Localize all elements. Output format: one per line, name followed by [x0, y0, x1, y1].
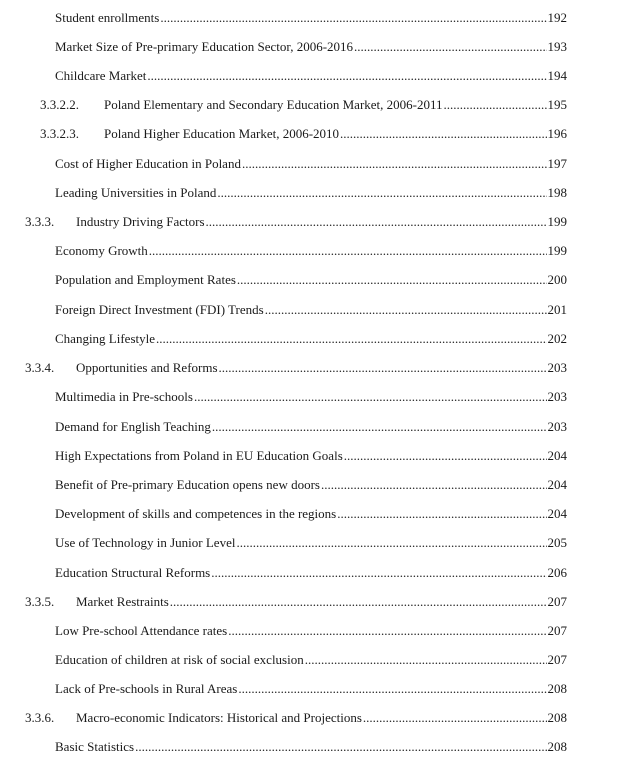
toc-entry-title: Macro-economic Indicators: Historical and Projections: [76, 710, 362, 725]
toc-line: [104, 97, 567, 117]
dot-leader: [265, 302, 547, 318]
dot-leader: [242, 156, 547, 172]
toc-entry-page: 206: [547, 565, 567, 580]
toc-line: [76, 360, 567, 380]
toc-entry[interactable]: [0, 360, 628, 380]
toc-entry-page: 208: [547, 739, 567, 754]
toc-entry-page: 200: [547, 272, 567, 287]
dot-leader: [149, 243, 547, 259]
toc-entry-title: Education Structural Reforms: [55, 565, 211, 580]
toc-entry-page: 194: [547, 68, 567, 83]
toc-entry-page: 204: [547, 448, 567, 463]
dot-leader: [160, 10, 546, 26]
toc-entry[interactable]: [0, 535, 628, 555]
toc-line: [76, 594, 567, 614]
toc-entry-number: 3.3.5.: [25, 594, 55, 609]
toc-entry[interactable]: [0, 623, 628, 643]
toc-entry-title: Use of Technology in Junior Level: [55, 535, 236, 550]
toc-entry-title: Childcare Market: [55, 68, 147, 83]
toc-line: [55, 10, 567, 30]
toc-entry-page: 203: [547, 419, 567, 434]
toc-entry[interactable]: [0, 389, 628, 409]
toc-line: [55, 331, 567, 351]
toc-entry-title: Multimedia in Pre-schools: [55, 389, 193, 404]
toc-entry-page: 207: [547, 652, 567, 667]
toc-entry-title: Poland Elementary and Secondary Education Market, 2006-2011: [104, 97, 443, 112]
toc-entry[interactable]: [0, 39, 628, 59]
dot-leader: [236, 535, 546, 551]
toc-entry[interactable]: [0, 565, 628, 585]
toc-entry[interactable]: [0, 185, 628, 205]
dot-leader: [212, 419, 547, 435]
toc-line: [55, 681, 567, 701]
toc-entry-title: Changing Lifestyle: [55, 331, 156, 346]
toc-entry-title: Development of skills and competences in the regions: [55, 506, 337, 521]
dot-leader: [228, 623, 546, 639]
toc-entry-page: 207: [547, 594, 567, 609]
toc-entry-page: 199: [547, 214, 567, 229]
toc-entry[interactable]: [0, 652, 628, 672]
toc-entry[interactable]: [0, 331, 628, 351]
toc-line: [55, 565, 567, 585]
toc-line: [55, 156, 567, 176]
toc-entry-title: Market Size of Pre-primary Education Sector, 2006-2016: [55, 39, 354, 54]
toc-entry-page: 204: [547, 477, 567, 492]
toc-line: [55, 477, 567, 497]
toc-entry-page: 203: [547, 360, 567, 375]
dot-leader: [147, 68, 546, 84]
dot-leader: [238, 681, 546, 697]
toc-entry[interactable]: [0, 10, 628, 30]
dot-leader: [354, 39, 546, 55]
dot-leader: [344, 448, 547, 464]
toc-entry[interactable]: [0, 97, 628, 117]
toc-entry-number: 3.3.2.2.: [40, 97, 79, 112]
toc-entry-page: 205: [547, 535, 567, 550]
toc-entry-title: Cost of Higher Education in Poland: [55, 156, 241, 171]
dot-leader: [237, 272, 547, 288]
toc-entry[interactable]: [0, 710, 628, 730]
dot-leader: [135, 739, 546, 755]
toc-entry-title: Opportunities and Reforms: [76, 360, 218, 375]
toc-entry[interactable]: [0, 272, 628, 292]
toc-entry-number: 3.3.4.: [25, 360, 55, 375]
toc-entry-page: 196: [547, 126, 567, 141]
dot-leader: [217, 185, 546, 201]
toc-entry-page: 201: [547, 302, 567, 317]
toc-entry[interactable]: [0, 739, 628, 759]
dot-leader: [337, 506, 546, 522]
toc-entry[interactable]: [0, 594, 628, 614]
toc-entry-page: 198: [547, 185, 567, 200]
toc-entry-title: Student enrollments: [55, 10, 160, 25]
toc-entry-title: Poland Higher Education Market, 2006-2010: [104, 126, 340, 141]
toc-line: [55, 623, 567, 643]
toc-line: [55, 652, 567, 672]
toc-entry-page: 199: [547, 243, 567, 258]
toc-entry-title: Basic Statistics: [55, 739, 135, 754]
dot-leader: [206, 214, 547, 230]
toc-entry-page: 204: [547, 506, 567, 521]
toc-entry[interactable]: [0, 243, 628, 263]
toc-entry-number: 3.3.3.: [25, 214, 55, 229]
toc-line: [55, 243, 567, 263]
toc-entry[interactable]: [0, 214, 628, 234]
toc-entry-title: Low Pre-school Attendance rates: [55, 623, 228, 638]
toc-line: [55, 389, 567, 409]
toc-entry-title: Leading Universities in Poland: [55, 185, 217, 200]
toc-entry-title: Education of children at risk of social exclusion: [55, 652, 304, 667]
toc-entry-title: Foreign Direct Investment (FDI) Trends: [55, 302, 264, 317]
toc-entry-number: 3.3.6.: [25, 710, 55, 725]
dot-leader: [305, 652, 547, 668]
dot-leader: [444, 97, 547, 113]
toc-entry[interactable]: [0, 506, 628, 526]
toc-line: [55, 506, 567, 526]
toc-entry-title: Market Restraints: [76, 594, 169, 609]
toc-entry-number: 3.3.2.3.: [40, 126, 79, 141]
toc-entry-title: High Expectations from Poland in EU Education Goals: [55, 448, 343, 463]
toc-entry[interactable]: [0, 448, 628, 468]
toc-line: [76, 710, 567, 730]
toc-entry[interactable]: [0, 477, 628, 497]
toc-entry-title: Industry Driving Factors: [76, 214, 205, 229]
toc-line: [55, 535, 567, 555]
toc-entry[interactable]: [0, 681, 628, 701]
toc-entry-page: 203: [547, 389, 567, 404]
toc-entry[interactable]: [0, 68, 628, 88]
toc-entry[interactable]: [0, 302, 628, 322]
toc-entry-page: 197: [547, 156, 567, 171]
toc-line: [55, 448, 567, 468]
toc-line: [55, 39, 567, 59]
toc-entry-page: 207: [547, 623, 567, 638]
toc-entry-title: Benefit of Pre-primary Education opens new doors: [55, 477, 320, 492]
dot-leader: [170, 594, 547, 610]
toc-line: [55, 68, 567, 88]
dot-leader: [321, 477, 547, 493]
dot-leader: [340, 126, 546, 142]
toc-line: [55, 419, 567, 439]
toc-line: [55, 739, 567, 759]
toc-entry-page: 192: [547, 10, 567, 25]
dot-leader: [156, 331, 546, 347]
toc-entry-page: 202: [547, 331, 567, 346]
toc-entry-title: Demand for English Teaching: [55, 419, 211, 434]
dot-leader: [219, 360, 547, 376]
dot-leader: [194, 389, 547, 405]
toc-entry[interactable]: [0, 156, 628, 176]
toc-line: [76, 214, 567, 234]
toc-entry-page: 195: [547, 97, 567, 112]
toc-entry-page: 208: [547, 681, 567, 696]
toc-entry-page: 208: [547, 710, 567, 725]
toc-entry-title: Population and Employment Rates: [55, 272, 236, 287]
toc-entry[interactable]: [0, 126, 628, 146]
toc-entry-page: 193: [547, 39, 567, 54]
toc-line: [55, 272, 567, 292]
toc-line: [55, 302, 567, 322]
toc-line: [104, 126, 567, 146]
dot-leader: [211, 565, 546, 581]
dot-leader: [363, 710, 547, 726]
toc-line: [55, 185, 567, 205]
toc-entry[interactable]: [0, 419, 628, 439]
toc-entry-title: Economy Growth: [55, 243, 148, 258]
toc-entry-title: Lack of Pre-schools in Rural Areas: [55, 681, 238, 696]
